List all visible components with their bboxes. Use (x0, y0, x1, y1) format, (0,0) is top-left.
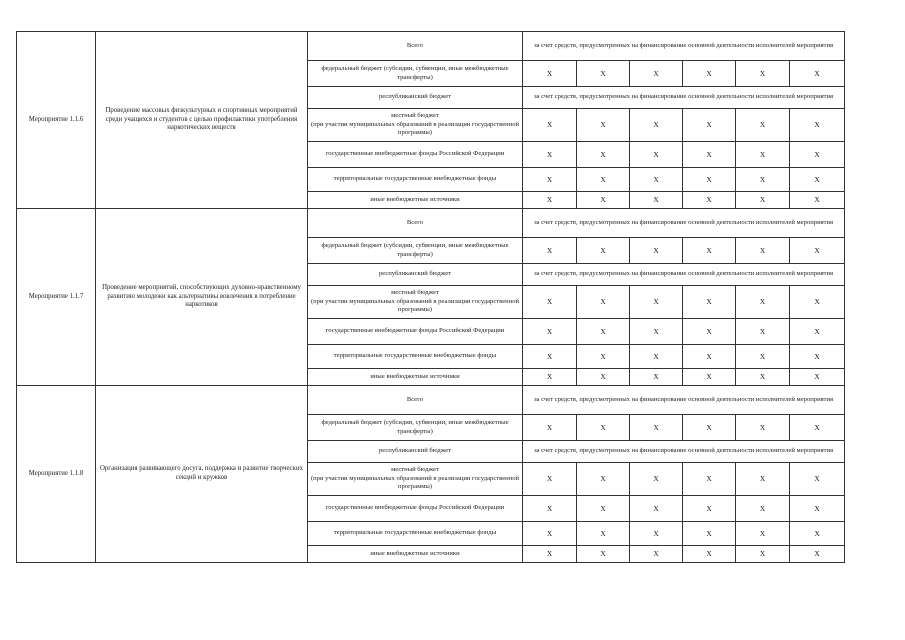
x-mark-cell: X (736, 61, 790, 87)
x-mark-cell: X (523, 345, 577, 369)
x-mark-cell: X (577, 546, 630, 563)
x-mark-cell: X (577, 319, 630, 345)
funding-source-label: Всего (308, 386, 523, 415)
x-mark-cell: X (523, 142, 577, 168)
x-mark-cell: X (523, 192, 577, 209)
x-mark-cell: X (790, 286, 845, 319)
x-mark-cell: X (523, 522, 577, 546)
x-mark-cell: X (577, 345, 630, 369)
x-mark-cell: X (736, 345, 790, 369)
x-mark-cell: X (790, 319, 845, 345)
x-mark-cell: X (683, 142, 736, 168)
funding-source-label: государственные внебюджетные фонды Российской Федерации (308, 142, 523, 168)
table-row (17, 32, 845, 61)
x-mark-cell: X (523, 546, 577, 563)
funding-source-label: федеральный бюджет (субсидии, субвенции, иные межбюджетные трансферты) (308, 61, 523, 87)
x-mark-cell: X (577, 61, 630, 87)
x-mark-cell: X (683, 345, 736, 369)
x-mark-cell: X (523, 319, 577, 345)
funding-source-label: государственные внебюджетные фонды Российской Федерации (308, 496, 523, 522)
x-mark-cell: X (736, 415, 790, 441)
funding-source-label: федеральный бюджет (субсидии, субвенции, иные межбюджетные трансферты) (308, 238, 523, 264)
x-mark-cell: X (790, 109, 845, 142)
x-mark-cell: X (790, 415, 845, 441)
x-mark-cell: X (790, 546, 845, 563)
x-mark-cell: X (630, 345, 683, 369)
x-mark-cell: X (683, 415, 736, 441)
x-mark-cell: X (577, 522, 630, 546)
x-mark-cell: X (790, 192, 845, 209)
measure-name: Мероприятие 1.1.6 (17, 32, 96, 209)
x-mark-cell: X (630, 168, 683, 192)
x-mark-cell: X (523, 168, 577, 192)
x-mark-cell: X (736, 319, 790, 345)
x-mark-cell: X (683, 61, 736, 87)
x-mark-cell: X (683, 546, 736, 563)
measure-description: Проведение массовых физкультурных и спортивных мероприятий среди учащихся и студентов с целью профилактики употребления наркотических веществ (96, 32, 308, 209)
x-mark-cell: X (523, 109, 577, 142)
funding-note: за счет средств, предусмотренных на финансирование основной деятельности исполнителей мероприятия (523, 264, 845, 286)
x-mark-cell: X (683, 319, 736, 345)
x-mark-cell: X (630, 319, 683, 345)
x-mark-cell: X (630, 463, 683, 496)
funding-note: за счет средств, предусмотренных на финансирование основной деятельности исполнителей мероприятия (523, 441, 845, 463)
x-mark-cell: X (790, 238, 845, 264)
funding-source-label: Всего (308, 209, 523, 238)
table-row (17, 386, 845, 415)
x-mark-cell: X (630, 415, 683, 441)
x-mark-cell: X (630, 369, 683, 386)
x-mark-cell: X (683, 109, 736, 142)
funding-source-label: местный бюджет (при участии муниципальных образований в реализации государственной программы) (308, 463, 523, 496)
measure-name: Мероприятие 1.1.7 (17, 209, 96, 386)
funding-source-label: территориальные государственные внебюджетные фонды (308, 522, 523, 546)
x-mark-cell: X (790, 522, 845, 546)
x-mark-cell: X (577, 415, 630, 441)
x-mark-cell: X (523, 286, 577, 319)
funding-source-label: государственные внебюджетные фонды Российской Федерации (308, 319, 523, 345)
x-mark-cell: X (523, 496, 577, 522)
x-mark-cell: X (683, 238, 736, 264)
funding-note: за счет средств, предусмотренных на финансирование основной деятельности исполнителей мероприятия (523, 32, 845, 61)
x-mark-cell: X (683, 522, 736, 546)
x-mark-cell: X (683, 286, 736, 319)
x-mark-cell: X (683, 496, 736, 522)
x-mark-cell: X (790, 61, 845, 87)
funding-source-label: иные внебюджетные источники (308, 369, 523, 386)
x-mark-cell: X (790, 369, 845, 386)
x-mark-cell: X (523, 238, 577, 264)
x-mark-cell: X (577, 168, 630, 192)
x-mark-cell: X (577, 238, 630, 264)
x-mark-cell: X (577, 192, 630, 209)
funding-note: за счет средств, предусмотренных на финансирование основной деятельности исполнителей мероприятия (523, 386, 845, 415)
funding-source-label: иные внебюджетные источники (308, 546, 523, 563)
x-mark-cell: X (683, 369, 736, 386)
x-mark-cell: X (736, 192, 790, 209)
funding-source-label: республиканский бюджет (308, 264, 523, 286)
x-mark-cell: X (577, 109, 630, 142)
x-mark-cell: X (736, 142, 790, 168)
x-mark-cell: X (683, 192, 736, 209)
measure-name: Мероприятие 1.1.8 (17, 386, 96, 563)
x-mark-cell: X (630, 522, 683, 546)
x-mark-cell: X (736, 369, 790, 386)
funding-source-label: федеральный бюджет (субсидии, субвенции, иные межбюджетные трансферты) (308, 415, 523, 441)
x-mark-cell: X (523, 369, 577, 386)
funding-source-label: республиканский бюджет (308, 441, 523, 463)
funding-source-label: иные внебюджетные источники (308, 192, 523, 209)
funding-source-label: территориальные государственные внебюджетные фонды (308, 345, 523, 369)
x-mark-cell: X (790, 345, 845, 369)
funding-source-label: местный бюджет (при участии муниципальных образований в реализации государственной программы) (308, 286, 523, 319)
measure-description: Проведение мероприятий, способствующих духовно-нравственному развитию молодежи как альтернативы вовлечения в потребление наркотиков (96, 209, 308, 386)
x-mark-cell: X (630, 192, 683, 209)
x-mark-cell: X (577, 369, 630, 386)
funding-source-label: местный бюджет (при участии муниципальных образований в реализации государственной программы) (308, 109, 523, 142)
funding-note: за счет средств, предусмотренных на финансирование основной деятельности исполнителей мероприятия (523, 209, 845, 238)
x-mark-cell: X (736, 238, 790, 264)
table-row (17, 209, 845, 238)
x-mark-cell: X (577, 142, 630, 168)
x-mark-cell: X (630, 142, 683, 168)
x-mark-cell: X (790, 463, 845, 496)
x-mark-cell: X (736, 286, 790, 319)
x-mark-cell: X (630, 109, 683, 142)
x-mark-cell: X (790, 142, 845, 168)
funding-source-label: территориальные государственные внебюджетные фонды (308, 168, 523, 192)
x-mark-cell: X (736, 546, 790, 563)
funding-table (16, 31, 845, 563)
x-mark-cell: X (683, 168, 736, 192)
x-mark-cell: X (630, 238, 683, 264)
x-mark-cell: X (683, 463, 736, 496)
x-mark-cell: X (630, 286, 683, 319)
x-mark-cell: X (523, 415, 577, 441)
x-mark-cell: X (736, 168, 790, 192)
funding-source-label: республиканский бюджет (308, 87, 523, 109)
x-mark-cell: X (577, 496, 630, 522)
x-mark-cell: X (523, 463, 577, 496)
x-mark-cell: X (790, 168, 845, 192)
x-mark-cell: X (790, 496, 845, 522)
x-mark-cell: X (630, 546, 683, 563)
measure-description: Организация развивающего досуга, поддержка и развитие творческих секций и кружков (96, 386, 308, 563)
x-mark-cell: X (736, 522, 790, 546)
x-mark-cell: X (523, 61, 577, 87)
x-mark-cell: X (736, 496, 790, 522)
x-mark-cell: X (630, 496, 683, 522)
funding-note: за счет средств, предусмотренных на финансирование основной деятельности исполнителей мероприятия (523, 87, 845, 109)
x-mark-cell: X (577, 463, 630, 496)
x-mark-cell: X (630, 61, 683, 87)
table-body (17, 32, 845, 563)
x-mark-cell: X (736, 109, 790, 142)
funding-source-label: Всего (308, 32, 523, 61)
x-mark-cell: X (577, 286, 630, 319)
x-mark-cell: X (736, 463, 790, 496)
